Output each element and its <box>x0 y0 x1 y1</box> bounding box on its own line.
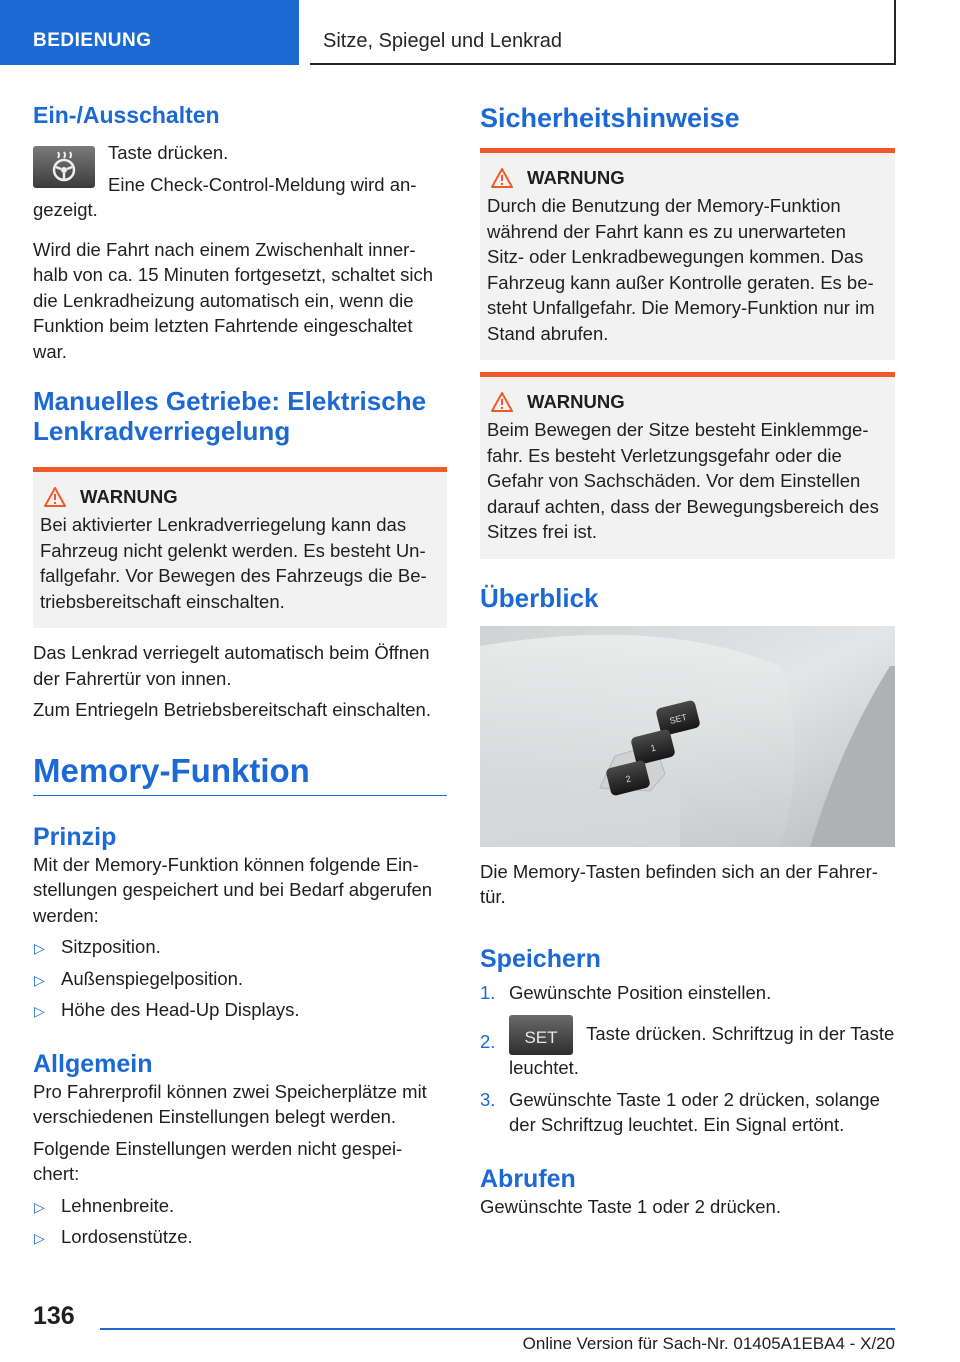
lock-text-1: Das Lenkrad verriegelt automatisch beim Öffnen der Fahrertür von innen. <box>33 642 430 689</box>
list-item: ▷ Höhe des Head-Up Displays. <box>33 997 447 1023</box>
onoff-block <box>33 140 447 223</box>
warning-triangle-icon <box>491 168 513 188</box>
list-item: ▷ Lordosenstütze. <box>33 1224 447 1250</box>
footer-text: Online Version für Sach-Nr. 01405A1EBA4 - X/20 <box>522 1334 895 1353</box>
bullet-triangle-icon: ▷ <box>34 971 45 988</box>
lock-heading: Manuelles Getriebe: Elektrische Lenkradverriegelung <box>33 386 427 446</box>
general-heading: Allgemein <box>33 1049 153 1078</box>
recall-text: Gewünschte Taste 1 oder 2 drücken. <box>480 1195 781 1217</box>
memory-warning-text-2: Beim Bewegen der Sitze besteht Einklemmge‐fahr. Es besteht Verletzungsgefahr oder die Gefahr von Sachschäden. Vor dem Einstellen darauf achten, dass der Bewegungsbereich des Sitzes frei ist. <box>487 419 879 542</box>
recall-heading: Abrufen <box>480 1164 576 1193</box>
lock-warning-text: Bei aktivierter Lenkradverriegelung kann das Fahrzeug nicht gelenkt werden. Es besteht Un‐fallgefahr. Vor Bewegen des Fahrzeugs die Be‐triebsbereitschaft einschalten. <box>40 514 427 612</box>
steering-wheel-heating-icon <box>33 146 95 188</box>
photo-key-1-label: 1 <box>649 742 657 753</box>
memory-warning-box-1 <box>480 148 895 360</box>
set-button-icon: SET <box>509 1015 573 1055</box>
principle-heading: Prinzip <box>33 822 117 851</box>
list-item: 1. Gewünschte Position einstellen. <box>480 981 772 1003</box>
list-item: ▷ Außenspiegelposition. <box>33 966 447 992</box>
photo-set-label: SET <box>668 711 688 726</box>
bullet-triangle-icon: ▷ <box>34 1003 45 1019</box>
page-number: 136 <box>33 1302 75 1330</box>
warning-triangle-icon <box>491 392 513 412</box>
list-item: 2. SET Taste drücken. Schriftzug in der Taste leuchtet. <box>480 1015 895 1081</box>
bullet-triangle-icon: ▷ <box>34 1230 45 1246</box>
memory-warning-label-1: WARNUNG <box>527 167 625 188</box>
general-text-2: Folgende Einstellungen werden nicht gespei‐chert: <box>33 1137 403 1184</box>
lock-warning-box <box>33 467 447 628</box>
onoff-heading: Ein-/Ausschalten <box>33 102 220 128</box>
bullet-triangle-icon: ▷ <box>34 1198 45 1215</box>
door-panel-photo <box>480 626 895 847</box>
memory-warning-label-2: WARNUNG <box>527 391 625 412</box>
lock-warning-label: WARNUNG <box>80 486 178 507</box>
header-section-tab <box>0 0 299 65</box>
onoff-text-3: Wird die Fahrt nach einem Zwischenhalt inner‐halb von ca. 15 Minuten fortgesetzt, schaltet sich die Lenkradheizung automatisch ein, wenn die Funktion beim letzten Fahrtende eingeschaltet war. <box>33 238 434 362</box>
onoff-text-1: Taste drücken. <box>108 142 229 163</box>
list-item: 3. Gewünschte Taste 1 oder 2 drücken, solange der Schriftzug leuchtet. Ein Signal ertönt. <box>480 1088 880 1135</box>
header-chapter-label: Sitze, Spiegel und Lenkrad <box>323 30 563 52</box>
general-text-1: Pro Fahrerprofil können zwei Speicherplätze mit verschiedenen Einstellungen belegt werden. <box>33 1080 427 1127</box>
left-column <box>33 100 447 1250</box>
memory-heading-block <box>33 751 447 796</box>
warning-triangle-icon <box>44 487 66 507</box>
right-column <box>480 100 895 1219</box>
memory-warning-header-1 <box>487 167 887 189</box>
principle-list <box>33 934 447 1023</box>
lock-text-2: Zum Entriegeln Betriebsbereitschaft einschalten. <box>33 699 431 720</box>
list-item: ▷ Lehnenbreite. <box>33 1193 447 1219</box>
save-steps <box>480 980 895 1138</box>
safety-heading: Sicherheitshinweise <box>480 103 740 133</box>
memory-warning-box-2 <box>480 372 895 559</box>
overview-heading: Überblick <box>480 582 599 613</box>
footer-divider <box>100 1328 895 1330</box>
save-heading: Speichern <box>480 944 601 973</box>
header-chapter-tab <box>310 0 896 65</box>
memory-warning-text-1: Durch die Benutzung der Memory-Funktion während der Fahrt kann es zu unerwarteten Sitz- oder Lenkradbewegungen kommen. Das Fahrzeug kann außer Kontrolle geraten. Es be‐steht Unfallgefahr. Die Memory-Funktion nur im Stand abrufen. <box>487 195 875 344</box>
photo-key-2-label: 2 <box>624 773 632 784</box>
onoff-text-2: Eine Check-Control-Meldung wird an‐gezeigt. <box>33 173 417 220</box>
bullet-triangle-icon: ▷ <box>34 940 45 956</box>
overview-caption: Die Memory-Tasten befinden sich an der Fahrer‐tür. <box>480 860 878 907</box>
list-item: ▷ Sitzposition. <box>33 934 447 960</box>
memory-warning-header-2 <box>487 391 887 413</box>
lock-warning-header <box>40 486 439 508</box>
header-section-label: BEDIENUNG <box>33 30 152 51</box>
general-list <box>33 1193 447 1250</box>
principle-text: Mit der Memory-Funktion können folgende Ein‐stellungen gespeichert und bei Bedarf abgerufen werden: <box>33 853 433 926</box>
memory-heading: Memory-Funktion <box>33 751 310 789</box>
